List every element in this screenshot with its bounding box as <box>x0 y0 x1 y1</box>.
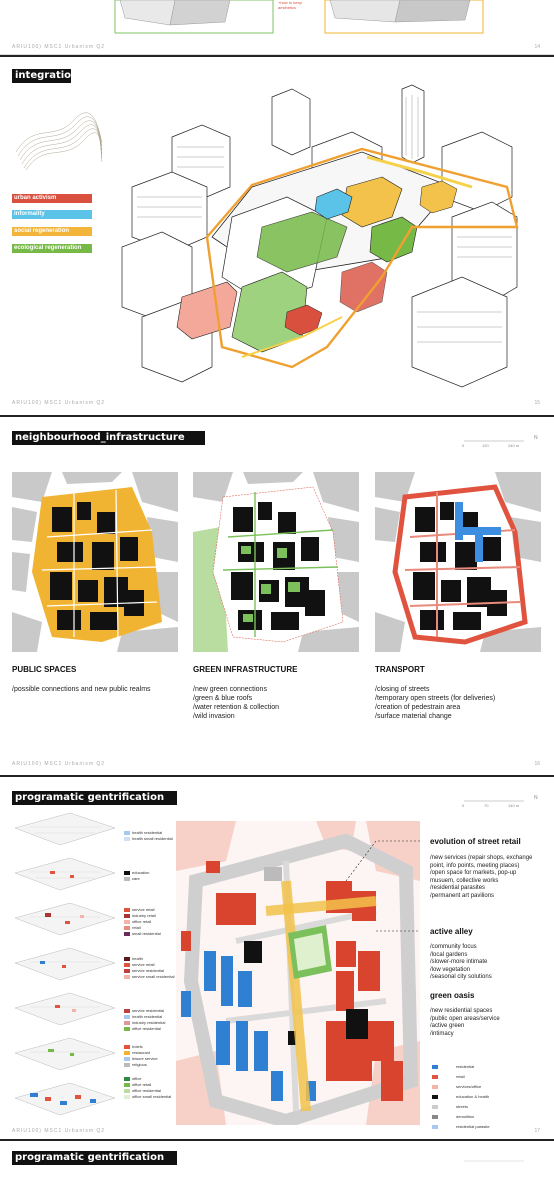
scale-bar <box>462 797 532 805</box>
legend-swatch-streets <box>432 1105 438 1109</box>
layer-legend-item: service residential <box>132 1008 165 1013</box>
scale-label-140: 140 m <box>508 803 520 808</box>
transport-line-1: /closing of streets <box>375 686 430 693</box>
transport-line-4: /surface material change <box>375 713 452 720</box>
section-street-retail-line: /permanent art pavilions <box>430 893 495 899</box>
scale-label-0: 0 <box>462 443 465 448</box>
layer-legend-item: health <box>132 956 143 961</box>
layer-legend-item: office residential <box>132 1088 161 1093</box>
layer-legend-item: industry retail <box>132 913 156 918</box>
layer-legend-item: service residential <box>132 968 165 973</box>
layer-legend-item: office retail <box>132 1082 152 1087</box>
infrastructure-footer: ARIU100) MSC1 Urbanism Q2 <box>12 761 106 767</box>
infrastructure-page-number: 16 <box>534 761 540 767</box>
section-green-oasis-line: /intimacy <box>430 1030 454 1037</box>
legend-swatch-demolition <box>432 1115 438 1119</box>
page-title: programatic gentrification <box>12 1151 177 1165</box>
layer-legend-item: small residential <box>132 931 161 936</box>
layer-legend-item: office retail <box>132 919 152 924</box>
section-green-oasis-line: /new residential spaces <box>430 1008 493 1014</box>
layer-legend-item: care <box>132 876 140 881</box>
legend-ecological-regeneration: ecological regeneration <box>12 244 92 253</box>
transport-title: TRANSPORT <box>375 665 425 674</box>
layer-legend-item: service small residential <box>132 974 175 979</box>
scale-bar <box>462 1157 532 1165</box>
layer-legend-item: restaurant <box>132 1050 151 1055</box>
section-green-oasis-line: /public open areas/service <box>430 1015 500 1022</box>
north-arrow: N <box>534 435 538 441</box>
page-title: integration <box>12 69 71 83</box>
legend-swatch-residential <box>432 1065 438 1069</box>
public-spaces-title: PUBLIC SPACES <box>12 665 77 674</box>
layer-legend-item: office <box>132 1076 142 1081</box>
green-infrastructure-line-1: /new green connections <box>193 686 267 693</box>
layer-legend-item: service retail <box>132 907 155 912</box>
section-active-alley-line: /seasonal city solutions <box>430 974 492 980</box>
legend-label-demolition: demolition <box>456 1114 475 1119</box>
integration-axonometric-drawing <box>112 77 522 397</box>
legend-social-regeneration: social regeneration <box>12 227 92 236</box>
legend-label-residential: residential <box>456 1064 475 1069</box>
section-street-retail-line: /residential parasites <box>430 885 486 891</box>
green-infrastructure-title: GREEN INFRASTRUCTURE <box>193 665 298 674</box>
bottom-page <box>0 1141 554 1200</box>
layer-legend-item: office small residential <box>132 1094 172 1099</box>
public-spaces-line-1: /possible connections and new public realms <box>12 686 151 693</box>
legend-label-education: education & health <box>456 1094 490 1099</box>
section-street-retail-line: point, info points, meeting places) <box>430 862 520 869</box>
top-page-number: 14 <box>534 44 540 50</box>
section-active-alley-line: /community focus <box>430 944 477 950</box>
layer-legend-item: leisure service <box>132 1056 158 1061</box>
public-spaces-map <box>12 472 178 652</box>
integration-page-number: 15 <box>534 400 540 406</box>
top-page <box>0 0 554 54</box>
green-infrastructure-line-4: /wild invasion <box>193 713 235 720</box>
layer-legend-item: service retail <box>132 962 155 967</box>
legend-swatch-services <box>432 1085 438 1089</box>
section-green-oasis-line: /active green <box>430 1023 465 1029</box>
scale-label-240: 240 m <box>508 443 520 448</box>
layer-legend-item: health small residential <box>132 836 173 841</box>
layer-legend-item: health residential <box>132 830 163 835</box>
section-street-retail-heading: evolution of street retail <box>430 837 521 846</box>
gentrification-page-number: 17 <box>534 1128 540 1134</box>
integration-page <box>0 57 554 415</box>
page-title: neighbourhood_infrastructure <box>12 431 205 445</box>
layer-legend-item: retail <box>132 925 141 930</box>
infrastructure-page <box>0 417 554 775</box>
transport-line-3: /creation of pedestrain area <box>375 704 461 711</box>
legend-swatch-education <box>432 1095 438 1099</box>
layer-legend-item: religious <box>132 1062 147 1067</box>
scale-label-70: 70 <box>484 803 489 808</box>
legend-label-streets: streets <box>456 1104 469 1109</box>
legend-label-retail: retail <box>456 1074 465 1079</box>
section-active-alley-line: /local gardens <box>430 951 468 958</box>
section-street-retail-line: musuem, collective works <box>430 877 499 884</box>
section-active-alley-line: /slower-more intimate <box>430 959 488 965</box>
legend-label-parasite: residential parasite <box>456 1124 490 1129</box>
section-active-alley-heading: active alley <box>430 927 473 936</box>
section-street-retail-line: /open space for markets, pop-up <box>430 870 517 876</box>
land-use-map <box>176 821 420 1125</box>
north-arrow: N <box>534 795 538 801</box>
green-infrastructure-line-3: /water retention & collection <box>193 704 279 711</box>
layer-legend-item: health residential <box>132 1014 163 1019</box>
gentrification-footer: ARIU100) MSC1 Urbanism Q2 <box>12 1128 106 1134</box>
legend-swatch-parasite <box>432 1125 438 1129</box>
top-page-footer: ARIU100) MSC1 Urbanism Q2 <box>12 44 106 50</box>
integration-footer: ARIU100) MSC1 Urbanism Q2 <box>12 400 106 406</box>
scale-label-0: 0 <box>462 803 465 808</box>
layer-legend-item: hotels <box>132 1044 143 1049</box>
top-page-axonometric-left <box>0 0 554 40</box>
green-infrastructure-map <box>193 472 359 652</box>
legend-label-services: services/office <box>456 1084 482 1089</box>
legend-swatch-retail <box>432 1075 438 1079</box>
section-green-oasis-heading: green oasis <box>430 991 475 1000</box>
gentrification-page <box>0 777 554 1139</box>
layer-legend-item: industry residential <box>132 1020 166 1025</box>
legend-informality: informality <box>12 210 92 219</box>
legend-urban-activism: urban activism <box>12 194 92 203</box>
transport-map <box>375 472 541 652</box>
layer-legend-item: office residential <box>132 1026 161 1031</box>
scale-bar <box>462 437 532 445</box>
transport-line-2: /temporary open streets (for deliveries) <box>375 695 496 702</box>
wave-diagram <box>14 112 104 172</box>
section-active-alley-line: /low vegetation <box>430 966 471 973</box>
top-page-red-note: +how to keep aesthetics <box>278 0 302 10</box>
green-infrastructure-line-2: /green & blue roofs <box>193 695 253 702</box>
section-street-retail-line: /new services (repair shops, exchange <box>430 855 533 861</box>
layer-legend-item: education <box>132 870 150 875</box>
page-title: programatic gentrification <box>12 791 177 805</box>
scale-label-120: 120 <box>482 443 489 448</box>
stacked-layers-diagram <box>10 813 120 1133</box>
